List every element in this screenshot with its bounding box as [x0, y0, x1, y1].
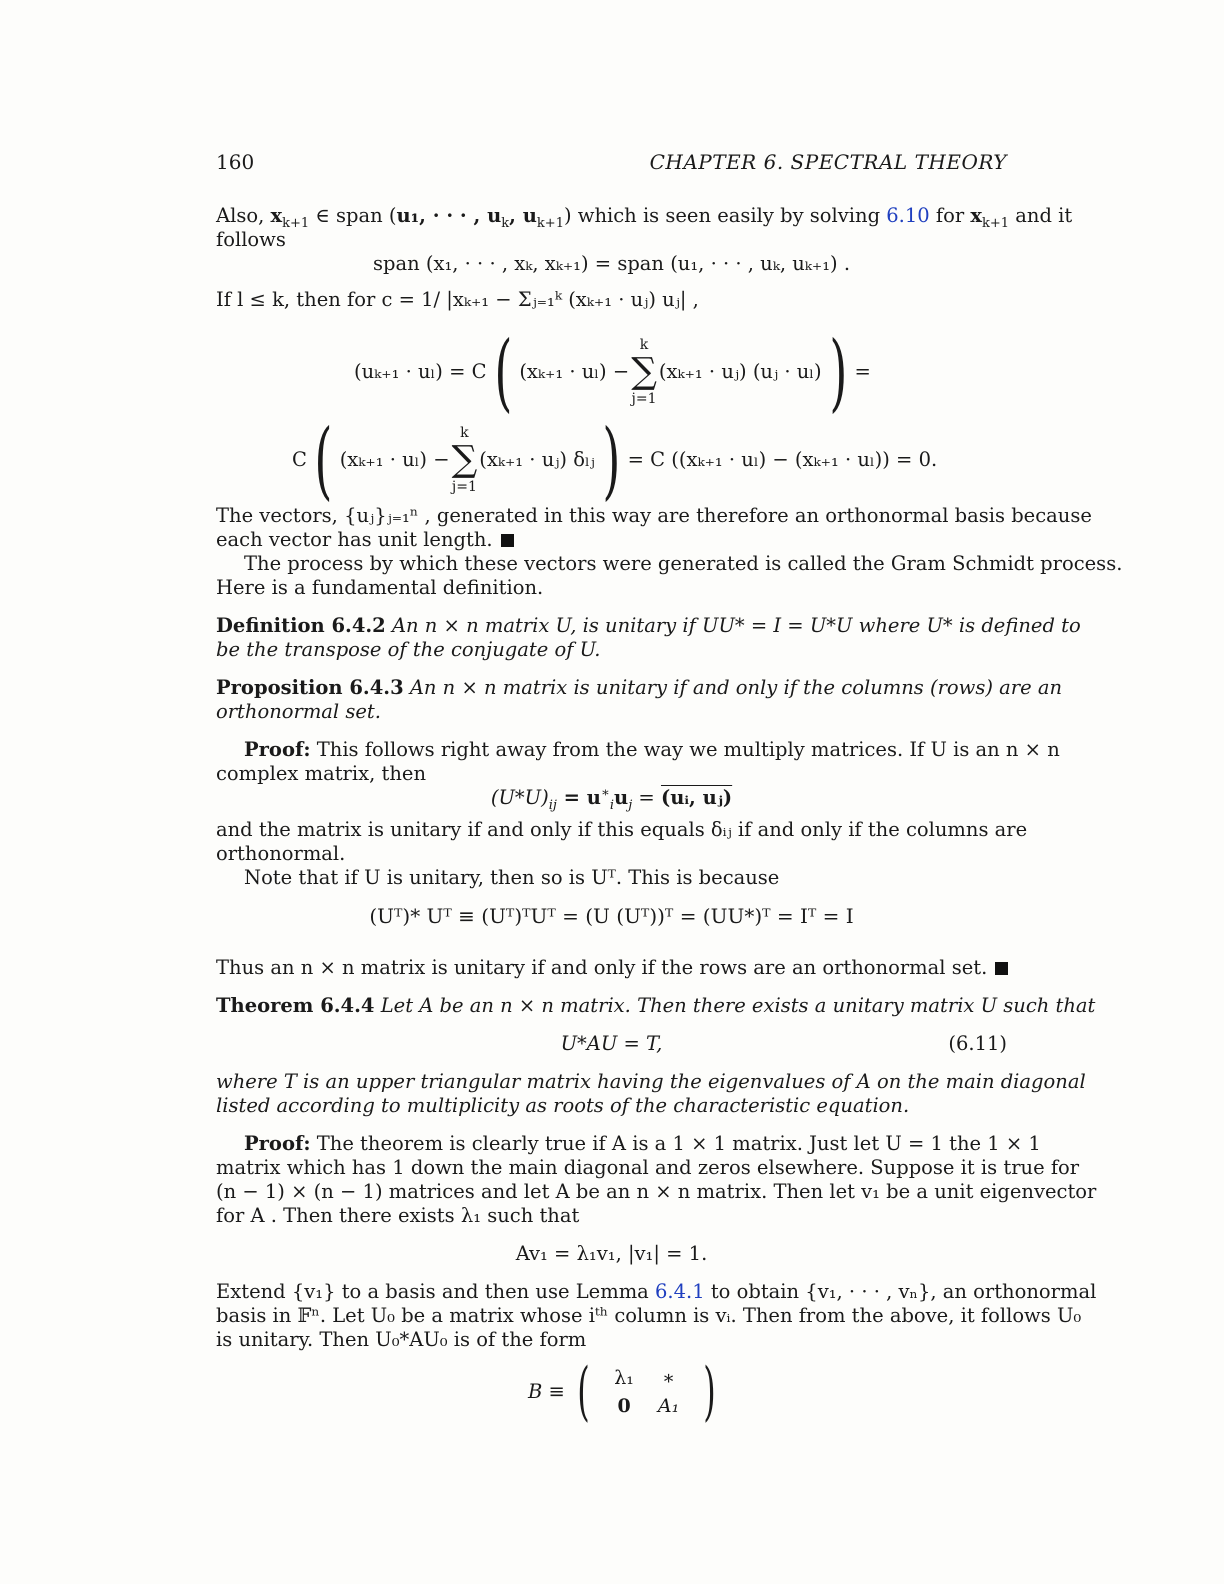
paragraph-line: The process by which these vectors were generated is called the Gram Schmidt process. — [244, 552, 1123, 575]
proof-line: Proof: This follows right away from the way we multiply matrices. If U is an n × n — [244, 738, 1060, 761]
paragraph-line: The vectors, {uⱼ}ⱼ₌₁ⁿ , generated in this way are therefore an orthonormal basis because — [216, 504, 1092, 527]
paragraph-line: each vector has unit length. — [216, 528, 1007, 552]
span-equation: span (x₁, · · · , xₖ, xₖ₊₁) = span (u₁, · · · , uₖ, uₖ₊₁) . — [372, 252, 851, 275]
proof-line: Note that if U is unitary, then so is Uᵀ. This is because — [244, 866, 780, 889]
qed-symbol — [995, 962, 1008, 975]
definition-line: Definition 6.4.2 An n × n matrix U, is unitary if UU* = I = U*U where U* is defined to — [216, 614, 1081, 637]
block-matrix: λ₁ ∗ 0 A₁ — [614, 1367, 680, 1417]
proof-line: and the matrix is unitary if and only if this equals δᵢⱼ if and only if the columns are — [216, 818, 1028, 841]
paragraph-line: Here is a fundamental definition. — [216, 576, 544, 599]
paragraph-line: Also, $x_{k+1}$ ∈ span (u₁, · · · , $u_k$, $u_{k+1}$) which is seen easily by solving 6.10 for $x_{k+1}$ and it — [216, 204, 1073, 231]
proof-line: matrix which has 1 down the main diagonal and zeros elsewhere. Suppose it is true for — [216, 1156, 1080, 1179]
proof-line: orthonormal. — [216, 842, 346, 865]
proposition-line: Proposition 6.4.3 An n × n matrix is unitary if and only if the columns (rows) are an — [216, 676, 1063, 699]
theorem-line: listed according to multiplicity as roots of the characteristic equation. — [216, 1094, 910, 1117]
proposition-label: Proposition 6.4.3 — [216, 676, 404, 699]
lemma-link[interactable]: 6.4.1 — [655, 1280, 705, 1303]
page-number: 160 — [216, 150, 255, 174]
theorem-label: Theorem 6.4.4 — [216, 994, 375, 1017]
proof-label: Proof: — [244, 1132, 311, 1155]
qed-symbol — [501, 534, 514, 547]
display-equation: $(U*U)_{ij} = u^∗_iu_j$ = (uᵢ, uⱼ) — [490, 785, 733, 813]
proof-line: for A . Then there exists λ₁ such that — [216, 1204, 580, 1227]
theorem-line: Theorem 6.4.4 Let A be an n × n matrix. Then there exists a unitary matrix U such that — [216, 994, 1096, 1017]
equation-number: (6.11) — [948, 1032, 1007, 1055]
paragraph-line: If l ≤ k, then for c = 1/ |xₖ₊₁ − Σⱼ₌₁ᵏ (xₖ₊₁ · uⱼ) uⱼ| , — [216, 288, 699, 311]
proof-line: basis in 𝔽ⁿ. Let U₀ be a matrix whose iᵗʰ column is vᵢ. Then from the above, it follows U₀ — [216, 1304, 1082, 1327]
equation-link[interactable]: 6.10 — [886, 204, 930, 227]
theorem-line: where T is an upper triangular matrix having the eigenvalues of A on the main diagonal — [216, 1070, 1086, 1093]
proof-line: Thus an n × n matrix is unitary if and only if the rows are an orthonormal set. — [216, 956, 1007, 980]
display-equation: (Uᵀ)* Uᵀ ≡ (Uᵀ)ᵀUᵀ = (U (Uᵀ))ᵀ = (UU*)ᵀ = Iᵀ = I — [369, 904, 854, 928]
definition-line: be the transpose of the conjugate of U. — [216, 638, 601, 661]
definition-label: Definition 6.4.2 — [216, 614, 386, 637]
proof-line: is unitary. Then U₀*AU₀ is of the form — [216, 1328, 587, 1351]
proof-line: (n − 1) × (n − 1) matrices and let A be an n × n matrix. Then let v₁ be a unit eigenvector — [216, 1180, 1097, 1203]
paragraph-line: follows — [216, 228, 286, 251]
chapter-title: CHAPTER 6. SPECTRAL THEORY — [649, 150, 1007, 174]
proposition-line: orthonormal set. — [216, 700, 381, 723]
display-equation: Av₁ = λ₁v₁, |v₁| = 1. — [515, 1242, 708, 1265]
display-equation: (uₖ₊₁ · uₗ) = C( (xₖ₊₁ · uₗ) −k ∑ j=1(xₖ₊₁ · uⱼ) (uⱼ · uₗ)) = — [354, 323, 871, 421]
block-matrix-equation: B ≡ ( λ₁ ∗ 0 A₁ ) — [528, 1355, 717, 1429]
proof-line: complex matrix, then — [216, 762, 427, 785]
proof-label: Proof: — [244, 738, 311, 761]
proof-line: Extend {v₁} to a basis and then use Lemma 6.4.1 to obtain {v₁, · · · , vₙ}, an orthonormal — [216, 1280, 1097, 1303]
numbered-equation: U*AU = T, (6.11) — [560, 1032, 1007, 1055]
proof-line: Proof: The theorem is clearly true if A is a 1 × 1 matrix. Just let U = 1 the 1 × 1 — [244, 1132, 1041, 1155]
display-equation: C( (xₖ₊₁ · uₗ) −k ∑ j=1(xₖ₊₁ · uⱼ) δₗⱼ) = C ((xₖ₊₁ · uₗ) − (xₖ₊₁ · uₗ)) = 0. — [292, 411, 938, 509]
